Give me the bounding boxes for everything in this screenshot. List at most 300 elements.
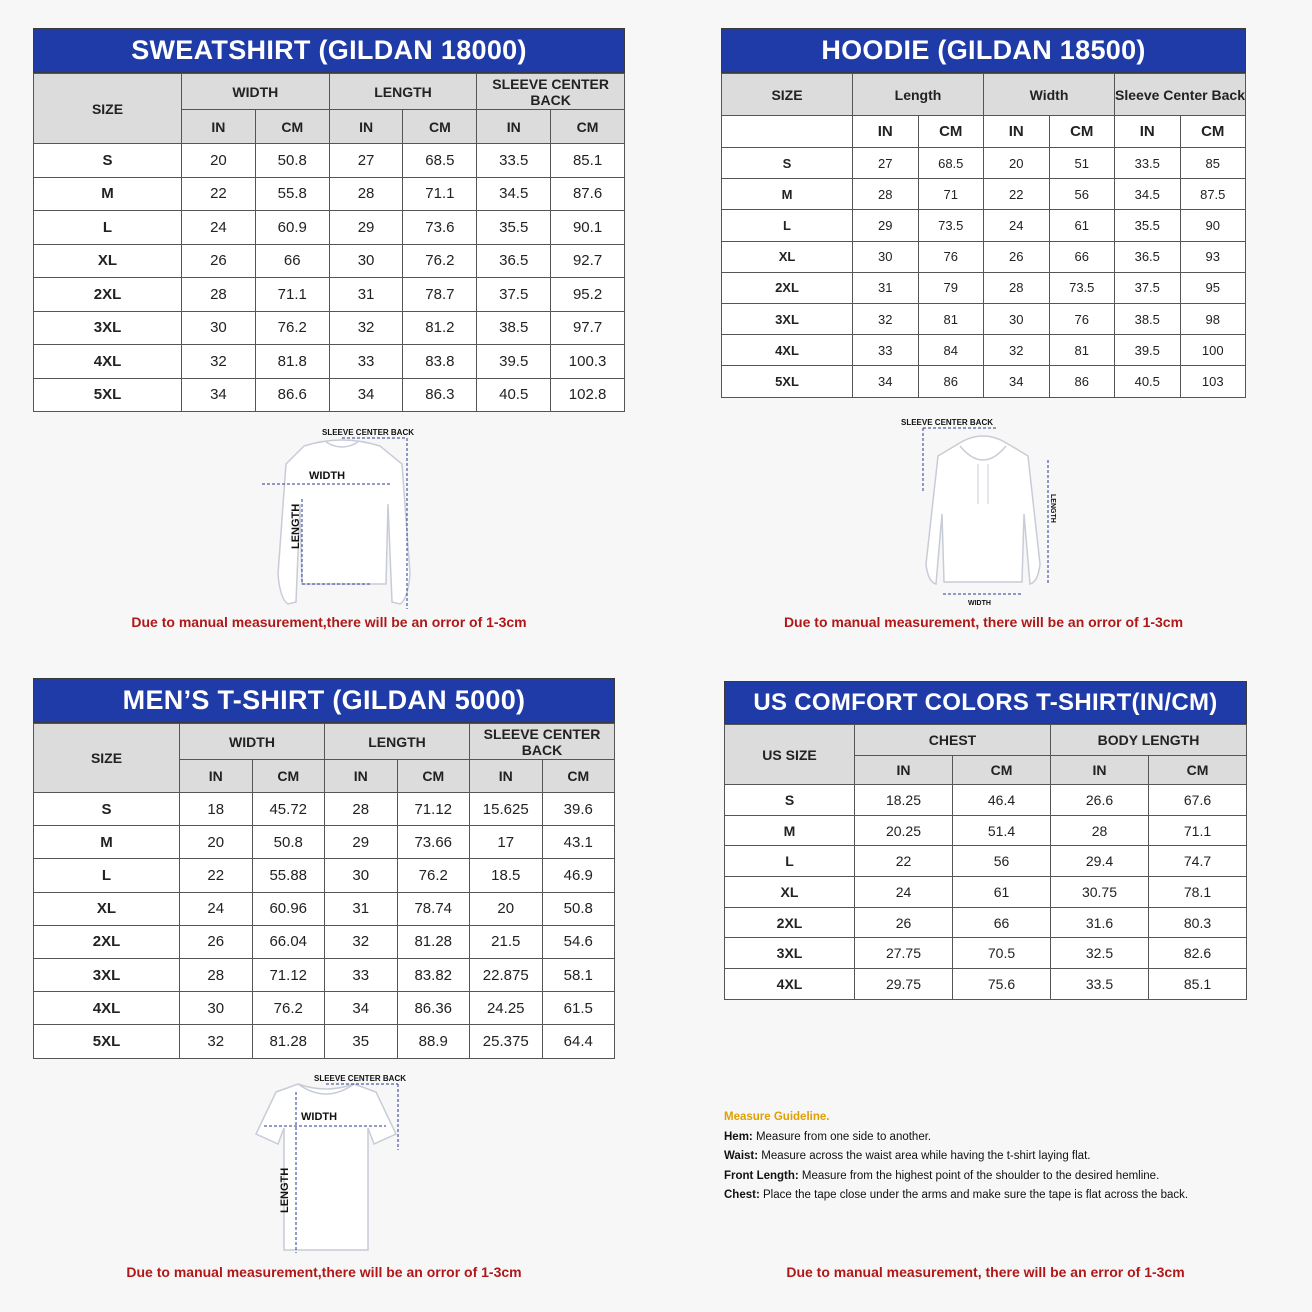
guide-text: Measure from the highest point of the shoulder to the desired hemline. bbox=[798, 1169, 1160, 1182]
table-cell: 86 bbox=[1049, 366, 1115, 397]
table-cell: 33.5 bbox=[1051, 969, 1149, 1000]
unit-in: IN bbox=[182, 110, 256, 144]
table-cell: 76 bbox=[918, 241, 984, 272]
table-cell: 83.8 bbox=[403, 345, 477, 379]
header-size: SIZE bbox=[34, 724, 180, 793]
table-cell: 18.25 bbox=[855, 785, 953, 816]
table-cell: 85.1 bbox=[1149, 969, 1247, 1000]
table-cell: 90 bbox=[1180, 210, 1246, 241]
table-row bbox=[34, 244, 625, 278]
table-cell: 36.5 bbox=[477, 244, 551, 278]
table-row bbox=[34, 859, 615, 892]
table-cell: 22 bbox=[855, 846, 953, 877]
table-row bbox=[34, 278, 625, 312]
table-cell: 35.5 bbox=[477, 211, 551, 245]
size-label: 3XL bbox=[34, 958, 180, 991]
table-cell: 28 bbox=[329, 177, 403, 211]
table-cell: 56 bbox=[1049, 179, 1115, 210]
size-label: 5XL bbox=[34, 1025, 180, 1058]
table-cell: 46.9 bbox=[542, 859, 615, 892]
size-label: S bbox=[34, 144, 182, 178]
table-cell: 38.5 bbox=[1115, 303, 1181, 334]
table-cell: 51.4 bbox=[953, 815, 1051, 846]
table-cell: 17 bbox=[470, 826, 543, 859]
unit-in: IN bbox=[855, 756, 953, 785]
tshirt-error-note: Due to manual measurement,there will be an orror of 1-3cm bbox=[126, 1264, 522, 1280]
size-label: XL bbox=[725, 877, 855, 908]
unit-in: IN bbox=[329, 110, 403, 144]
unit-in: IN bbox=[470, 760, 543, 793]
table-cell: 34.5 bbox=[477, 177, 551, 211]
table-cell: 73.5 bbox=[1049, 272, 1115, 303]
size-label: 4XL bbox=[34, 992, 180, 1025]
table-cell: 39.5 bbox=[477, 345, 551, 379]
unit-cm: CM bbox=[1049, 116, 1115, 148]
table-cell: 24 bbox=[180, 892, 253, 925]
table-row bbox=[34, 1025, 615, 1058]
sleeve-label: SLEEVE CENTER BACK bbox=[322, 428, 415, 437]
table-row bbox=[34, 144, 625, 178]
comfort-title: US COMFORT COLORS T-SHIRT(IN/CM) bbox=[724, 681, 1247, 724]
table-cell: 24 bbox=[984, 210, 1050, 241]
sweatshirt-illustration bbox=[252, 424, 432, 614]
table-cell: 51 bbox=[1049, 148, 1115, 179]
table-cell: 32 bbox=[329, 311, 403, 345]
table-cell: 20 bbox=[470, 892, 543, 925]
header-us-size: US SIZE bbox=[725, 725, 855, 785]
table-cell: 70.5 bbox=[953, 938, 1051, 969]
table-cell: 31 bbox=[853, 272, 919, 303]
table-cell: 34.5 bbox=[1115, 179, 1181, 210]
table-cell: 31 bbox=[329, 278, 403, 312]
table-cell: 100 bbox=[1180, 335, 1246, 366]
table-cell: 71.1 bbox=[403, 177, 477, 211]
table-cell: 87.5 bbox=[1180, 179, 1246, 210]
table-cell: 92.7 bbox=[551, 244, 625, 278]
table-cell: 33.5 bbox=[477, 144, 551, 178]
table-cell: 86.3 bbox=[403, 378, 477, 412]
size-label: 2XL bbox=[722, 272, 853, 303]
size-label: M bbox=[34, 177, 182, 211]
table-cell: 83.82 bbox=[397, 958, 470, 991]
size-label: L bbox=[725, 846, 855, 877]
unit-cm: CM bbox=[953, 756, 1051, 785]
table-cell: 66 bbox=[953, 907, 1051, 938]
table-cell: 56 bbox=[953, 846, 1051, 877]
table-cell: 24 bbox=[182, 211, 256, 245]
table-cell: 66.04 bbox=[252, 925, 325, 958]
table-cell: 76.2 bbox=[397, 859, 470, 892]
table-cell: 55.8 bbox=[255, 177, 329, 211]
table-row bbox=[725, 907, 1247, 938]
table-cell: 28 bbox=[853, 179, 919, 210]
table-cell: 24.25 bbox=[470, 992, 543, 1025]
size-label: XL bbox=[34, 244, 182, 278]
table-cell: 60.9 bbox=[255, 211, 329, 245]
table-cell: 68.5 bbox=[918, 148, 984, 179]
table-row bbox=[722, 366, 1246, 397]
size-label: S bbox=[34, 793, 180, 826]
sweatshirt-panel bbox=[33, 28, 625, 412]
table-row bbox=[722, 241, 1246, 272]
guide-text: Measure from one side to another. bbox=[752, 1130, 932, 1143]
table-cell: 81 bbox=[1049, 335, 1115, 366]
table-cell: 71 bbox=[918, 179, 984, 210]
guide-item bbox=[724, 1147, 1188, 1167]
table-cell: 27 bbox=[853, 148, 919, 179]
table-cell: 43.1 bbox=[542, 826, 615, 859]
table-cell: 73.6 bbox=[403, 211, 477, 245]
header-sleeve: SLEEVE CENTER BACK bbox=[470, 724, 615, 760]
width-label: WIDTH bbox=[309, 470, 346, 482]
table-cell: 30 bbox=[853, 241, 919, 272]
table-cell: 20 bbox=[180, 826, 253, 859]
table-row bbox=[725, 969, 1247, 1000]
size-label: S bbox=[722, 148, 853, 179]
header-sleeve: Sleeve Center Back bbox=[1115, 74, 1246, 116]
unit-cm: CM bbox=[397, 760, 470, 793]
table-row bbox=[725, 877, 1247, 908]
table-cell: 33 bbox=[853, 335, 919, 366]
table-cell: 37.5 bbox=[477, 278, 551, 312]
table-cell: 61 bbox=[953, 877, 1051, 908]
size-label: XL bbox=[34, 892, 180, 925]
table-cell: 102.8 bbox=[551, 378, 625, 412]
size-label: 2XL bbox=[725, 907, 855, 938]
table-cell: 50.8 bbox=[255, 144, 329, 178]
guide-heading: Measure Guideline. bbox=[724, 1111, 830, 1123]
hoodie-size-table bbox=[721, 73, 1246, 398]
table-cell: 29.4 bbox=[1051, 846, 1149, 877]
table-cell: 45.72 bbox=[252, 793, 325, 826]
table-cell: 40.5 bbox=[477, 378, 551, 412]
table-cell: 20.25 bbox=[855, 815, 953, 846]
header-chest: CHEST bbox=[855, 725, 1051, 756]
table-row bbox=[722, 335, 1246, 366]
table-cell: 82.6 bbox=[1149, 938, 1247, 969]
table-cell: 68.5 bbox=[403, 144, 477, 178]
header-length: LENGTH bbox=[325, 724, 470, 760]
size-label: M bbox=[722, 179, 853, 210]
table-cell: 39.5 bbox=[1115, 335, 1181, 366]
table-cell: 81 bbox=[918, 303, 984, 334]
table-cell: 79 bbox=[918, 272, 984, 303]
table-row bbox=[34, 925, 615, 958]
table-cell: 18 bbox=[180, 793, 253, 826]
table-row bbox=[34, 826, 615, 859]
size-label: 5XL bbox=[722, 366, 853, 397]
table-cell: 46.4 bbox=[953, 785, 1051, 816]
table-cell: 28 bbox=[180, 958, 253, 991]
table-cell: 33 bbox=[329, 345, 403, 379]
table-cell: 73.5 bbox=[918, 210, 984, 241]
table-cell: 20 bbox=[984, 148, 1050, 179]
unit-cm: CM bbox=[918, 116, 984, 148]
table-cell: 35 bbox=[325, 1025, 398, 1058]
size-label: 4XL bbox=[722, 335, 853, 366]
header-length: Length bbox=[853, 74, 984, 116]
guide-item bbox=[724, 1186, 1188, 1206]
table-cell: 20 bbox=[182, 144, 256, 178]
guide-term: Waist: bbox=[724, 1150, 759, 1162]
table-cell: 85.1 bbox=[551, 144, 625, 178]
guide-term: Front Length: bbox=[724, 1169, 799, 1182]
table-cell: 34 bbox=[182, 378, 256, 412]
size-label: S bbox=[725, 785, 855, 816]
header-size: SIZE bbox=[722, 74, 853, 116]
table-cell: 80.3 bbox=[1149, 907, 1247, 938]
table-cell: 54.6 bbox=[542, 925, 615, 958]
unit-in: IN bbox=[1051, 756, 1149, 785]
table-cell: 32 bbox=[180, 1025, 253, 1058]
table-cell: 34 bbox=[853, 366, 919, 397]
length-label: LENGTH bbox=[290, 503, 302, 549]
table-cell: 97.7 bbox=[551, 311, 625, 345]
hoodie-panel bbox=[721, 28, 1246, 398]
table-cell: 58.1 bbox=[542, 958, 615, 991]
table-cell: 30 bbox=[182, 311, 256, 345]
table-cell: 86.6 bbox=[255, 378, 329, 412]
unit-cm: CM bbox=[403, 110, 477, 144]
table-cell: 71.12 bbox=[252, 958, 325, 991]
guide-term: Hem: bbox=[724, 1130, 753, 1143]
table-cell: 81.28 bbox=[252, 1025, 325, 1058]
table-cell: 95 bbox=[1180, 272, 1246, 303]
unit-in: IN bbox=[180, 760, 253, 793]
unit-in: IN bbox=[1115, 116, 1181, 148]
table-cell: 28 bbox=[1051, 815, 1149, 846]
header-width: Width bbox=[984, 74, 1115, 116]
table-cell: 31.6 bbox=[1051, 907, 1149, 938]
header-body-length: BODY LENGTH bbox=[1051, 725, 1247, 756]
unit-blank bbox=[722, 116, 853, 148]
table-cell: 33.5 bbox=[1115, 148, 1181, 179]
table-cell: 73.66 bbox=[397, 826, 470, 859]
table-cell: 34 bbox=[329, 378, 403, 412]
size-label: M bbox=[725, 815, 855, 846]
table-row bbox=[722, 272, 1246, 303]
table-cell: 22.875 bbox=[470, 958, 543, 991]
table-cell: 78.1 bbox=[1149, 877, 1247, 908]
size-label: 3XL bbox=[725, 938, 855, 969]
table-cell: 61 bbox=[1049, 210, 1115, 241]
guide-text: Measure across the waist area while having the t-shirt laying flat. bbox=[758, 1150, 1091, 1162]
measure-guideline bbox=[724, 1108, 1188, 1206]
table-cell: 29 bbox=[325, 826, 398, 859]
table-cell: 66 bbox=[255, 244, 329, 278]
table-cell: 30 bbox=[180, 992, 253, 1025]
table-cell: 22 bbox=[180, 859, 253, 892]
table-cell: 95.2 bbox=[551, 278, 625, 312]
width-label: WIDTH bbox=[968, 600, 991, 607]
table-cell: 87.6 bbox=[551, 177, 625, 211]
table-row bbox=[34, 892, 615, 925]
table-row bbox=[34, 345, 625, 379]
size-label: 4XL bbox=[725, 969, 855, 1000]
table-cell: 81.8 bbox=[255, 345, 329, 379]
table-row bbox=[722, 210, 1246, 241]
table-row bbox=[722, 179, 1246, 210]
header-width: WIDTH bbox=[180, 724, 325, 760]
table-cell: 93 bbox=[1180, 241, 1246, 272]
table-cell: 50.8 bbox=[542, 892, 615, 925]
table-cell: 22 bbox=[182, 177, 256, 211]
header-sleeve: SLEEVE CENTER BACK bbox=[477, 74, 625, 110]
table-cell: 29.75 bbox=[855, 969, 953, 1000]
size-label: 4XL bbox=[34, 345, 182, 379]
table-cell: 81.2 bbox=[403, 311, 477, 345]
table-cell: 21.5 bbox=[470, 925, 543, 958]
table-cell: 26 bbox=[182, 244, 256, 278]
table-cell: 55.88 bbox=[252, 859, 325, 892]
comfort-error-note: Due to manual measurement, there will be an error of 1-3cm bbox=[786, 1264, 1185, 1280]
table-cell: 66 bbox=[1049, 241, 1115, 272]
table-cell: 71.1 bbox=[1149, 815, 1247, 846]
table-cell: 78.74 bbox=[397, 892, 470, 925]
table-row bbox=[725, 815, 1247, 846]
table-cell: 32 bbox=[182, 345, 256, 379]
hoodie-illustration bbox=[898, 414, 1068, 610]
size-label: 5XL bbox=[34, 378, 182, 412]
unit-cm: CM bbox=[1149, 756, 1247, 785]
table-cell: 75.6 bbox=[953, 969, 1051, 1000]
unit-cm: CM bbox=[1180, 116, 1246, 148]
table-cell: 100.3 bbox=[551, 345, 625, 379]
table-cell: 76.2 bbox=[403, 244, 477, 278]
tshirt-size-table bbox=[33, 723, 615, 1059]
unit-in: IN bbox=[984, 116, 1050, 148]
table-cell: 90.1 bbox=[551, 211, 625, 245]
unit-in: IN bbox=[477, 110, 551, 144]
size-label: 3XL bbox=[34, 311, 182, 345]
table-cell: 32 bbox=[853, 303, 919, 334]
table-row bbox=[34, 958, 615, 991]
table-cell: 61.5 bbox=[542, 992, 615, 1025]
guide-text: Place the tape close under the arms and make sure the tape is flat across the back. bbox=[759, 1189, 1189, 1201]
hoodie-error-note: Due to manual measurement, there will be an orror of 1-3cm bbox=[783, 614, 1184, 630]
table-cell: 86.36 bbox=[397, 992, 470, 1025]
length-label: LENGTH bbox=[279, 1167, 291, 1213]
table-cell: 50.8 bbox=[252, 826, 325, 859]
table-cell: 71.1 bbox=[255, 278, 329, 312]
table-cell: 32 bbox=[984, 335, 1050, 366]
table-cell: 15.625 bbox=[470, 793, 543, 826]
table-row bbox=[34, 211, 625, 245]
table-cell: 84 bbox=[918, 335, 984, 366]
table-cell: 86 bbox=[918, 366, 984, 397]
table-row bbox=[34, 378, 625, 412]
size-label: L bbox=[34, 859, 180, 892]
table-cell: 26 bbox=[855, 907, 953, 938]
width-label: WIDTH bbox=[301, 1111, 338, 1123]
table-cell: 22 bbox=[984, 179, 1050, 210]
guide-item bbox=[724, 1167, 1188, 1187]
sleeve-label: SLEEVE CENTER BACK bbox=[901, 418, 994, 427]
hoodie-title: HOODIE (GILDAN 18500) bbox=[721, 28, 1246, 73]
size-label: 2XL bbox=[34, 278, 182, 312]
table-cell: 32.5 bbox=[1051, 938, 1149, 969]
table-cell: 30.75 bbox=[1051, 877, 1149, 908]
table-cell: 34 bbox=[984, 366, 1050, 397]
table-cell: 29 bbox=[329, 211, 403, 245]
header-width: WIDTH bbox=[182, 74, 330, 110]
table-cell: 40.5 bbox=[1115, 366, 1181, 397]
tshirt-title: MEN’S T-SHIRT (GILDAN 5000) bbox=[33, 678, 615, 723]
table-cell: 67.6 bbox=[1149, 785, 1247, 816]
sleeve-label: SLEEVE CENTER BACK bbox=[314, 1074, 407, 1083]
size-label: L bbox=[722, 210, 853, 241]
table-cell: 27 bbox=[329, 144, 403, 178]
table-cell: 60.96 bbox=[252, 892, 325, 925]
size-label: XL bbox=[722, 241, 853, 272]
table-cell: 28 bbox=[182, 278, 256, 312]
length-label: LENGTH bbox=[1049, 494, 1056, 523]
table-cell: 25.375 bbox=[470, 1025, 543, 1058]
table-cell: 78.7 bbox=[403, 278, 477, 312]
table-cell: 98 bbox=[1180, 303, 1246, 334]
unit-in: IN bbox=[853, 116, 919, 148]
table-row bbox=[725, 938, 1247, 969]
guide-term: Chest: bbox=[724, 1189, 760, 1201]
table-cell: 64.4 bbox=[542, 1025, 615, 1058]
comfort-size-table bbox=[724, 724, 1247, 1000]
table-cell: 37.5 bbox=[1115, 272, 1181, 303]
table-cell: 34 bbox=[325, 992, 398, 1025]
table-cell: 26.6 bbox=[1051, 785, 1149, 816]
table-cell: 27.75 bbox=[855, 938, 953, 969]
sweatshirt-title: SWEATSHIRT (GILDAN 18000) bbox=[33, 28, 625, 73]
table-cell: 29 bbox=[853, 210, 919, 241]
table-cell: 36.5 bbox=[1115, 241, 1181, 272]
table-row bbox=[34, 177, 625, 211]
table-cell: 31 bbox=[325, 892, 398, 925]
guide-item bbox=[724, 1128, 1188, 1148]
table-row bbox=[34, 793, 615, 826]
unit-in: IN bbox=[325, 760, 398, 793]
tshirt-illustration bbox=[236, 1070, 416, 1260]
table-cell: 81.28 bbox=[397, 925, 470, 958]
size-label: 2XL bbox=[34, 925, 180, 958]
unit-cm: CM bbox=[255, 110, 329, 144]
table-cell: 30 bbox=[329, 244, 403, 278]
table-cell: 76 bbox=[1049, 303, 1115, 334]
size-label: M bbox=[34, 826, 180, 859]
table-cell: 30 bbox=[325, 859, 398, 892]
table-row bbox=[722, 148, 1246, 179]
sweatshirt-size-table bbox=[33, 73, 625, 412]
unit-cm: CM bbox=[252, 760, 325, 793]
tshirt-panel bbox=[33, 678, 615, 1059]
table-cell: 33 bbox=[325, 958, 398, 991]
table-cell: 76.2 bbox=[255, 311, 329, 345]
table-row bbox=[725, 785, 1247, 816]
size-label: 3XL bbox=[722, 303, 853, 334]
table-cell: 24 bbox=[855, 877, 953, 908]
table-cell: 32 bbox=[325, 925, 398, 958]
size-label: L bbox=[34, 211, 182, 245]
table-cell: 26 bbox=[180, 925, 253, 958]
table-cell: 74.7 bbox=[1149, 846, 1247, 877]
table-cell: 26 bbox=[984, 241, 1050, 272]
table-cell: 28 bbox=[325, 793, 398, 826]
table-cell: 28 bbox=[984, 272, 1050, 303]
header-size: SIZE bbox=[34, 74, 182, 144]
table-cell: 30 bbox=[984, 303, 1050, 334]
table-cell: 35.5 bbox=[1115, 210, 1181, 241]
table-cell: 88.9 bbox=[397, 1025, 470, 1058]
sweatshirt-error-note: Due to manual measurement,there will be an orror of 1-3cm bbox=[131, 614, 527, 630]
table-row bbox=[34, 311, 625, 345]
